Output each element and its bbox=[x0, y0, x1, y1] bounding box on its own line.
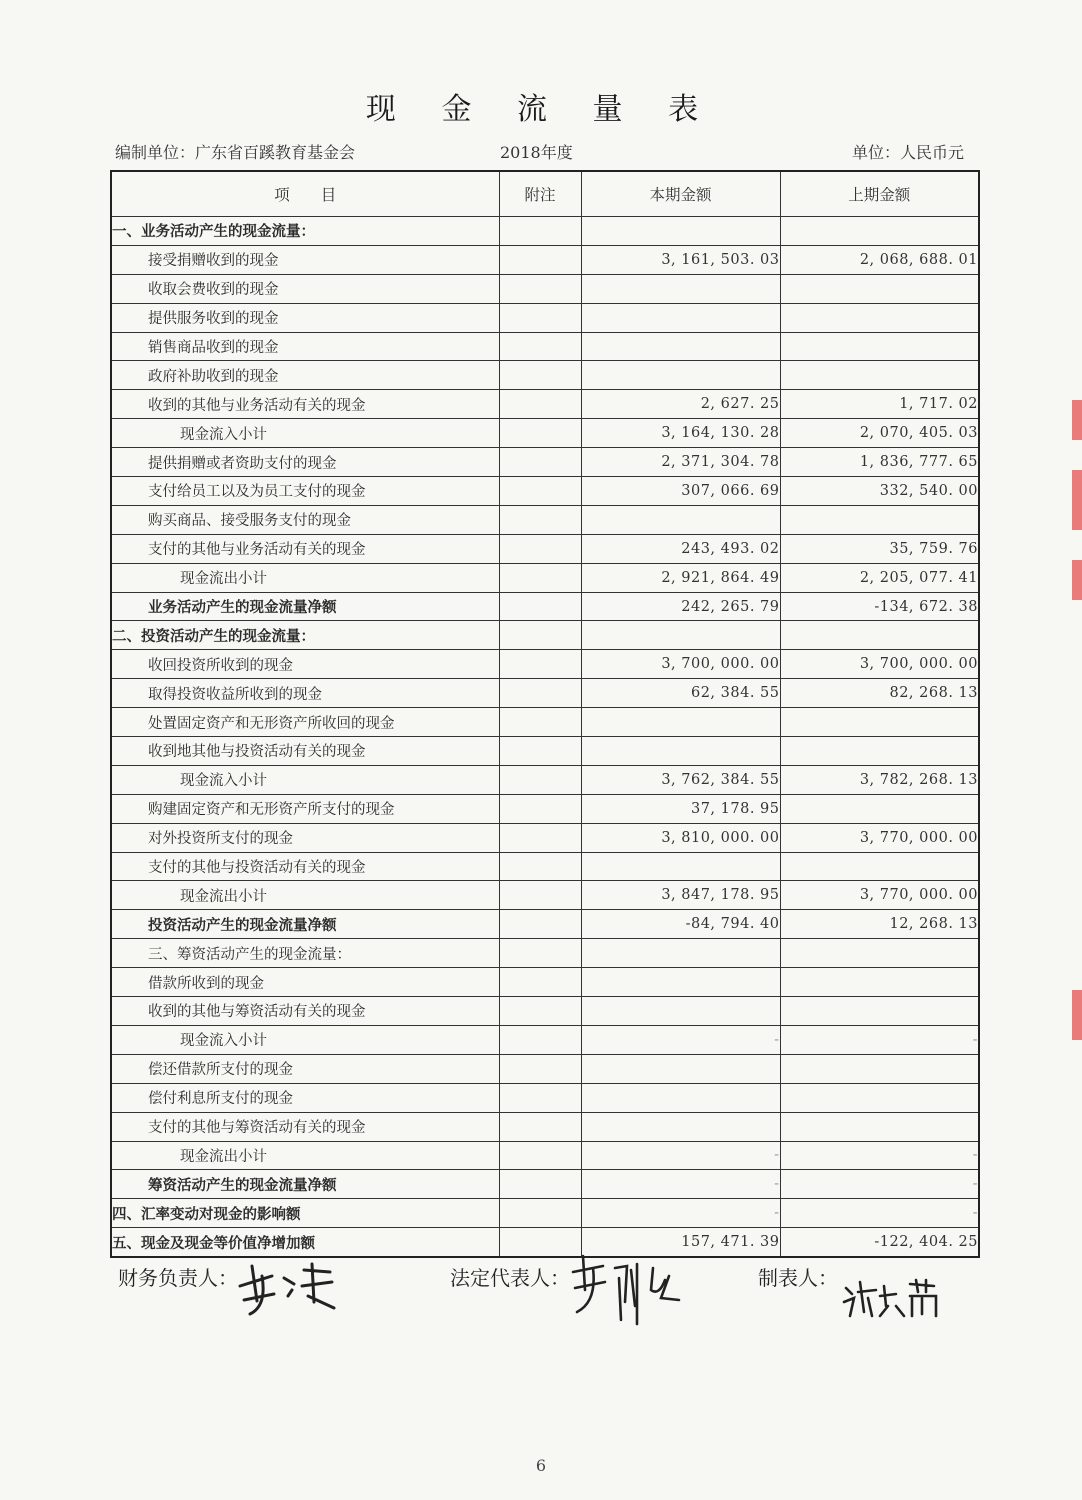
table-row bbox=[111, 245, 979, 274]
row-note bbox=[499, 477, 581, 506]
table-row bbox=[111, 910, 979, 939]
page-number: 6 bbox=[535, 1456, 547, 1475]
table-row bbox=[111, 621, 979, 650]
row-note bbox=[499, 968, 581, 997]
row-item-label: 购建固定资产和无形资产所支付的现金 bbox=[111, 794, 499, 823]
table-row bbox=[111, 1228, 979, 1257]
row-note bbox=[499, 997, 581, 1026]
table-row bbox=[111, 534, 979, 563]
row-item-label: 收到的其他与筹资活动有关的现金 bbox=[111, 997, 499, 1026]
row-prior-amount bbox=[780, 939, 979, 968]
table-row bbox=[111, 332, 979, 361]
row-current-amount bbox=[581, 968, 780, 997]
row-current-amount bbox=[581, 1054, 780, 1083]
row-current-amount: 3, 847, 178. 95 bbox=[581, 881, 780, 910]
row-note bbox=[499, 794, 581, 823]
row-current-amount: - bbox=[581, 1199, 780, 1228]
table-row bbox=[111, 477, 979, 506]
row-current-amount bbox=[581, 621, 780, 650]
row-note bbox=[499, 823, 581, 852]
row-note bbox=[499, 708, 581, 737]
row-item-label: 购买商品、接受服务支付的现金 bbox=[111, 505, 499, 534]
table-row bbox=[111, 823, 979, 852]
row-prior-amount bbox=[780, 505, 979, 534]
table-row bbox=[111, 303, 979, 332]
table-row bbox=[111, 679, 979, 708]
row-current-amount bbox=[581, 332, 780, 361]
row-current-amount bbox=[581, 997, 780, 1026]
table-row bbox=[111, 390, 979, 419]
table-row bbox=[111, 1112, 979, 1141]
row-prior-amount: 332, 540. 00 bbox=[780, 477, 979, 506]
row-note bbox=[499, 852, 581, 881]
row-item-label: 支付给员工以及为员工支付的现金 bbox=[111, 477, 499, 506]
table-row bbox=[111, 505, 979, 534]
row-item-label: 五、现金及现金等价值净增加额 bbox=[111, 1228, 499, 1257]
row-prior-amount: 12, 268. 13 bbox=[780, 910, 979, 939]
table-row bbox=[111, 217, 979, 246]
row-item-label: 收取会费收到的现金 bbox=[111, 274, 499, 303]
row-note bbox=[499, 1054, 581, 1083]
table-row bbox=[111, 765, 979, 794]
row-prior-amount: 35, 759. 76 bbox=[780, 534, 979, 563]
seal-edge-mark bbox=[1072, 400, 1082, 440]
row-item-label: 接受捐赠收到的现金 bbox=[111, 245, 499, 274]
row-prior-amount: - bbox=[780, 1199, 979, 1228]
row-current-amount: 3, 810, 000. 00 bbox=[581, 823, 780, 852]
row-prior-amount: - bbox=[780, 1170, 979, 1199]
row-note bbox=[499, 563, 581, 592]
row-item-label: 偿付利息所支付的现金 bbox=[111, 1083, 499, 1112]
row-current-amount: 3, 161, 503. 03 bbox=[581, 245, 780, 274]
row-note bbox=[499, 1025, 581, 1054]
table-row bbox=[111, 794, 979, 823]
table-row bbox=[111, 939, 979, 968]
row-item-label: 借款所收到的现金 bbox=[111, 968, 499, 997]
row-note bbox=[499, 737, 581, 766]
row-prior-amount: 1, 836, 777. 65 bbox=[780, 448, 979, 477]
row-item-label: 销售商品收到的现金 bbox=[111, 332, 499, 361]
row-item-label: 现金流出小计 bbox=[111, 881, 499, 910]
table-row bbox=[111, 852, 979, 881]
row-current-amount: 307, 066. 69 bbox=[581, 477, 780, 506]
table-row bbox=[111, 708, 979, 737]
row-prior-amount bbox=[780, 968, 979, 997]
row-note bbox=[499, 303, 581, 332]
row-item-label: 一、业务活动产生的现金流量： bbox=[111, 217, 499, 246]
row-current-amount: 3, 700, 000. 00 bbox=[581, 650, 780, 679]
row-item-label: 提供服务收到的现金 bbox=[111, 303, 499, 332]
row-note bbox=[499, 1083, 581, 1112]
header-note: 附注 bbox=[499, 171, 581, 217]
row-item-label: 现金流入小计 bbox=[111, 419, 499, 448]
row-prior-amount: 3, 700, 000. 00 bbox=[780, 650, 979, 679]
table-row bbox=[111, 1199, 979, 1228]
legal-representative-signature bbox=[565, 1250, 685, 1328]
row-current-amount bbox=[581, 361, 780, 390]
row-prior-amount: 3, 770, 000. 00 bbox=[780, 823, 979, 852]
table-row bbox=[111, 650, 979, 679]
row-prior-amount bbox=[780, 1083, 979, 1112]
row-current-amount bbox=[581, 217, 780, 246]
row-current-amount: 2, 627. 25 bbox=[581, 390, 780, 419]
row-item-label: 现金流出小计 bbox=[111, 1141, 499, 1170]
row-note bbox=[499, 881, 581, 910]
row-current-amount bbox=[581, 1112, 780, 1141]
row-current-amount bbox=[581, 708, 780, 737]
row-item-label: 三、筹资活动产生的现金流量： bbox=[111, 939, 499, 968]
row-current-amount bbox=[581, 852, 780, 881]
table-row bbox=[111, 1025, 979, 1054]
row-item-label: 支付的其他与投资活动有关的现金 bbox=[111, 852, 499, 881]
row-prior-amount: 2, 068, 688. 01 bbox=[780, 245, 979, 274]
row-note bbox=[499, 534, 581, 563]
row-prior-amount: 3, 782, 268. 13 bbox=[780, 765, 979, 794]
row-prior-amount bbox=[780, 708, 979, 737]
table-row bbox=[111, 448, 979, 477]
table-row bbox=[111, 1083, 979, 1112]
row-current-amount: -84, 794. 40 bbox=[581, 910, 780, 939]
table-row bbox=[111, 1170, 979, 1199]
row-note bbox=[499, 419, 581, 448]
row-prior-amount: -134, 672. 38 bbox=[780, 592, 979, 621]
row-current-amount: - bbox=[581, 1141, 780, 1170]
row-note bbox=[499, 332, 581, 361]
row-prior-amount bbox=[780, 303, 979, 332]
row-item-label: 收到的其他与业务活动有关的现金 bbox=[111, 390, 499, 419]
row-note bbox=[499, 274, 581, 303]
row-item-label: 处置固定资产和无形资产所收回的现金 bbox=[111, 708, 499, 737]
fiscal-year: 2018年度 bbox=[500, 143, 573, 162]
header-item: 项 目 bbox=[111, 171, 499, 217]
currency-unit: 单位：人民币元 bbox=[851, 143, 964, 162]
row-prior-amount: - bbox=[780, 1025, 979, 1054]
row-note bbox=[499, 1199, 581, 1228]
row-item-label: 业务活动产生的现金流量净额 bbox=[111, 592, 499, 621]
table-row bbox=[111, 881, 979, 910]
table-row bbox=[111, 361, 979, 390]
row-note bbox=[499, 939, 581, 968]
row-prior-amount: 82, 268. 13 bbox=[780, 679, 979, 708]
row-note bbox=[499, 1141, 581, 1170]
table-row bbox=[111, 1141, 979, 1170]
row-current-amount: - bbox=[581, 1170, 780, 1199]
row-item-label: 政府补助收到的现金 bbox=[111, 361, 499, 390]
row-current-amount: - bbox=[581, 1025, 780, 1054]
table-row bbox=[111, 592, 979, 621]
row-prior-amount bbox=[780, 794, 979, 823]
header-current-period: 本期金额 bbox=[581, 171, 780, 217]
row-item-label: 支付的其他与业务活动有关的现金 bbox=[111, 534, 499, 563]
row-item-label: 现金流入小计 bbox=[111, 1025, 499, 1054]
row-item-label: 支付的其他与筹资活动有关的现金 bbox=[111, 1112, 499, 1141]
row-item-label: 现金流出小计 bbox=[111, 563, 499, 592]
row-item-label: 二、投资活动产生的现金流量： bbox=[111, 621, 499, 650]
table-row bbox=[111, 968, 979, 997]
row-current-amount: 157, 471. 39 bbox=[581, 1228, 780, 1257]
header-prior-period: 上期金额 bbox=[780, 171, 979, 217]
table-header-row bbox=[111, 171, 979, 217]
row-item-label: 四、汇率变动对现金的影响额 bbox=[111, 1199, 499, 1228]
row-item-label: 投资活动产生的现金流量净额 bbox=[111, 910, 499, 939]
row-prior-amount: -122, 404. 25 bbox=[780, 1228, 979, 1257]
row-note bbox=[499, 505, 581, 534]
row-prior-amount bbox=[780, 852, 979, 881]
row-item-label: 对外投资所支付的现金 bbox=[111, 823, 499, 852]
page-title: 现 金 流 量 表 bbox=[365, 92, 717, 127]
row-current-amount: 3, 164, 130. 28 bbox=[581, 419, 780, 448]
table-row bbox=[111, 274, 979, 303]
row-note bbox=[499, 679, 581, 708]
table-row bbox=[111, 737, 979, 766]
row-current-amount bbox=[581, 303, 780, 332]
row-item-label: 筹资活动产生的现金流量净额 bbox=[111, 1170, 499, 1199]
table-row bbox=[111, 1054, 979, 1083]
row-item-label: 偿还借款所支付的现金 bbox=[111, 1054, 499, 1083]
row-current-amount: 242, 265. 79 bbox=[581, 592, 780, 621]
row-current-amount: 62, 384. 55 bbox=[581, 679, 780, 708]
row-item-label: 取得投资收益所收到的现金 bbox=[111, 679, 499, 708]
row-current-amount: 37, 178. 95 bbox=[581, 794, 780, 823]
row-note bbox=[499, 650, 581, 679]
row-current-amount: 2, 371, 304. 78 bbox=[581, 448, 780, 477]
table-row bbox=[111, 419, 979, 448]
organization-label: 编制单位：广东省百蹊教育基金会 bbox=[115, 143, 356, 162]
row-prior-amount: 2, 205, 077. 41 bbox=[780, 563, 979, 592]
row-prior-amount bbox=[780, 361, 979, 390]
row-prior-amount bbox=[780, 1112, 979, 1141]
row-item-label: 收到地其他与投资活动有关的现金 bbox=[111, 737, 499, 766]
row-current-amount bbox=[581, 505, 780, 534]
row-current-amount: 243, 493. 02 bbox=[581, 534, 780, 563]
row-item-label: 收回投资所收到的现金 bbox=[111, 650, 499, 679]
row-prior-amount: 3, 770, 000. 00 bbox=[780, 881, 979, 910]
row-prior-amount: - bbox=[780, 1141, 979, 1170]
finance-manager-signature bbox=[232, 1256, 342, 1318]
table-row bbox=[111, 563, 979, 592]
finance-manager-label: 财务负责人： bbox=[118, 1266, 238, 1290]
row-prior-amount bbox=[780, 737, 979, 766]
row-note bbox=[499, 361, 581, 390]
row-prior-amount bbox=[780, 332, 979, 361]
row-item-label: 现金流入小计 bbox=[111, 765, 499, 794]
seal-edge-mark bbox=[1072, 470, 1082, 530]
row-prior-amount bbox=[780, 621, 979, 650]
row-current-amount bbox=[581, 939, 780, 968]
row-note bbox=[499, 390, 581, 419]
preparer-signature bbox=[840, 1276, 940, 1320]
preparer-label: 制表人： bbox=[758, 1266, 838, 1290]
table-row bbox=[111, 997, 979, 1026]
row-prior-amount bbox=[780, 217, 979, 246]
row-note bbox=[499, 245, 581, 274]
row-current-amount bbox=[581, 737, 780, 766]
row-prior-amount bbox=[780, 1054, 979, 1083]
row-note bbox=[499, 1170, 581, 1199]
seal-edge-mark bbox=[1072, 990, 1082, 1040]
row-note bbox=[499, 217, 581, 246]
row-note bbox=[499, 765, 581, 794]
row-note bbox=[499, 910, 581, 939]
cash-flow-table bbox=[110, 170, 980, 1258]
row-note bbox=[499, 592, 581, 621]
row-note bbox=[499, 1112, 581, 1141]
row-current-amount bbox=[581, 274, 780, 303]
row-current-amount: 2, 921, 864. 49 bbox=[581, 563, 780, 592]
row-item-label: 提供捐赠或者资助支付的现金 bbox=[111, 448, 499, 477]
row-note bbox=[499, 448, 581, 477]
row-prior-amount: 2, 070, 405. 03 bbox=[780, 419, 979, 448]
row-current-amount: 3, 762, 384. 55 bbox=[581, 765, 780, 794]
seal-edge-mark bbox=[1072, 560, 1082, 600]
row-note bbox=[499, 621, 581, 650]
row-prior-amount bbox=[780, 997, 979, 1026]
legal-representative-label: 法定代表人： bbox=[450, 1266, 570, 1290]
row-prior-amount bbox=[780, 274, 979, 303]
row-prior-amount: 1, 717. 02 bbox=[780, 390, 979, 419]
row-current-amount bbox=[581, 1083, 780, 1112]
